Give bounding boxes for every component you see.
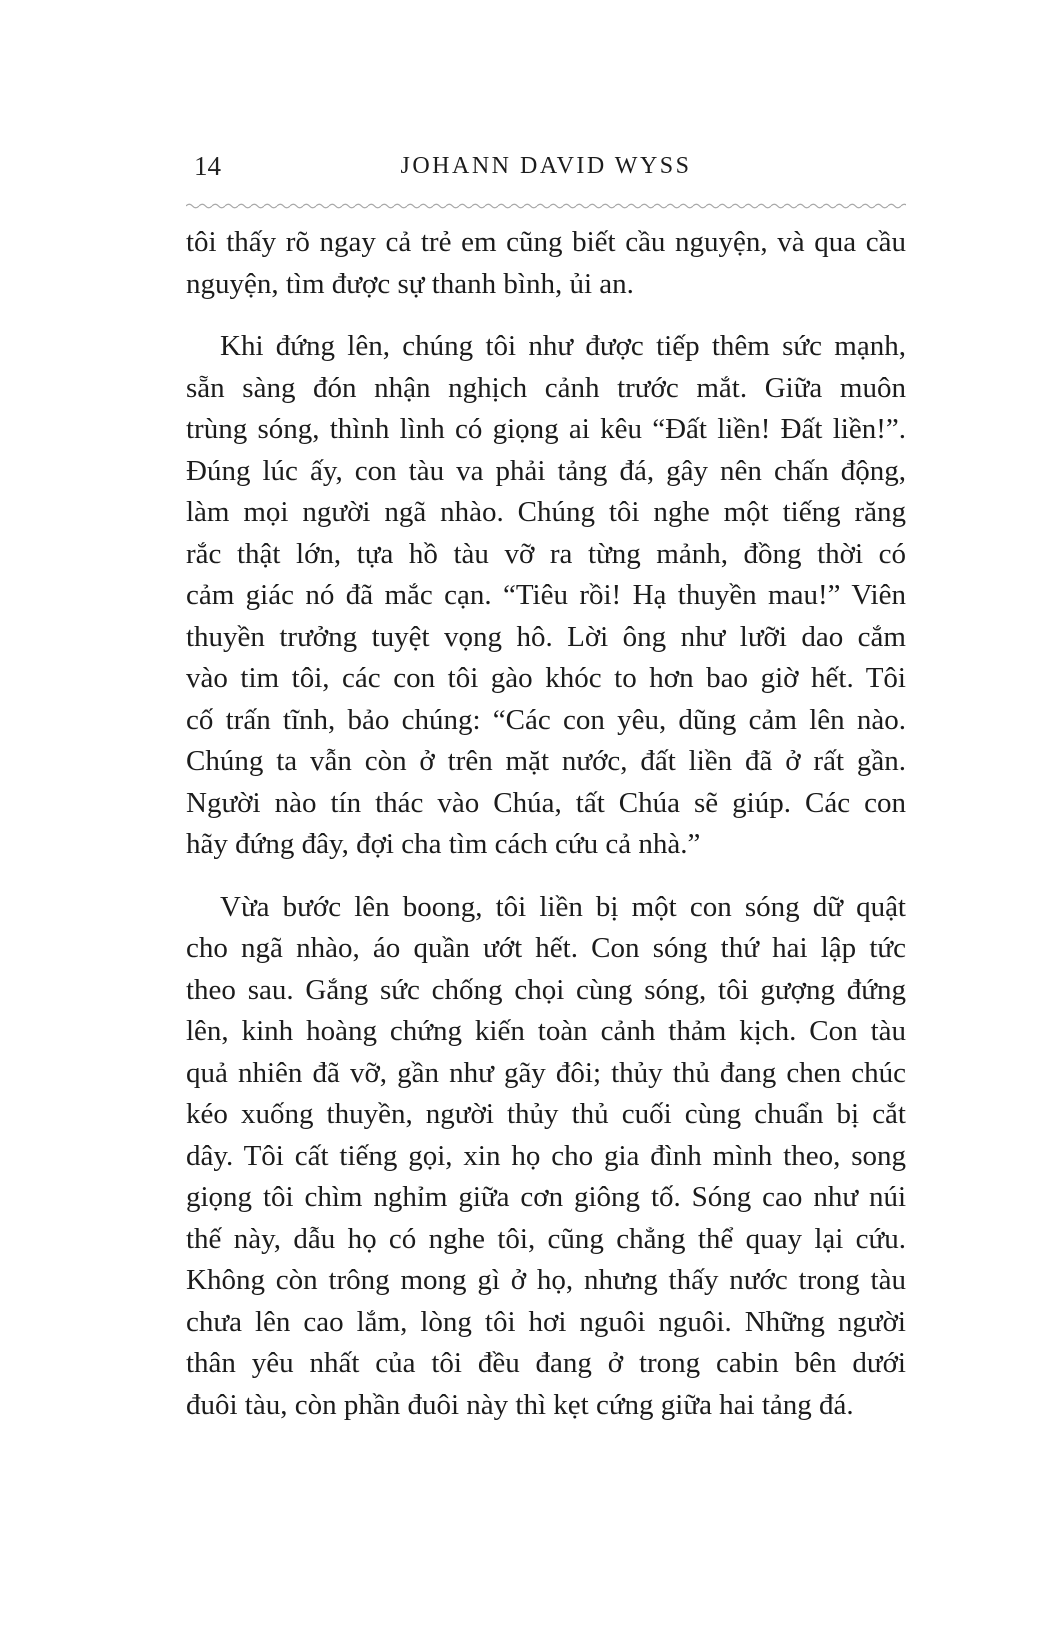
text-line: trùng sóng, thình lình có giọng ai kêu “Đất liền! Đất liền!”. [186,413,906,445]
text-line: nguyện, tìm được sự thanh bình, ủi an. [186,267,634,300]
text-line: thuyền trưởng tuyệt vọng hô. Lời ông như lưỡi dao cắm [186,620,906,653]
text-line: Người nào tín thác vào Chúa, tất Chúa sẽ giúp. Các con [186,786,906,819]
text-line: làm mọi người ngã nhào. Chúng tôi nghe một tiếng răng [186,496,906,528]
page-number: 14 [194,151,221,181]
text-line: vào tim tôi, các con tôi gào khóc to hơn bao giờ hết. Tôi [186,662,906,694]
text-line: giọng tôi chìm nghỉm giữa cơn giông tố. Sóng cao như núi [186,1181,906,1213]
text-line: theo sau. Gắng sức chống chọi cùng sóng, tôi gượng đứng [186,973,906,1006]
text-line: kéo xuống thuyền, người thủy thủ cuối cùng chuẩn bị cắt [186,1098,906,1130]
paragraph [186,887,906,1427]
text-line: quả nhiên đã vỡ, gần như gãy đôi; thủy thủ đang chen chúc [186,1056,906,1089]
text-line: dây. Tôi cất tiếng gọi, xin họ cho gia đình mình theo, song [186,1139,906,1172]
text-line: lên, kinh hoàng chứng kiến toàn cảnh thảm kịch. Con tàu [186,1015,906,1047]
text-line: Chúng ta vẫn còn ở trên mặt nước, đất liền đã ở rất gần. [186,745,906,777]
text-line: Vừa bước lên boong, tôi liền bị một con sóng dữ quật [220,890,906,923]
wavy-divider [186,198,906,208]
page-body [186,222,906,1426]
text-line: thân yêu nhất của tôi đều đang ở trong cabin bên dưới [186,1347,906,1379]
text-line: rắc thật lớn, tựa hồ tàu vỡ ra từng mảnh, đồng thời có [186,537,906,570]
paragraph [186,222,906,305]
paragraph [186,326,906,866]
text-line: cố trấn tĩnh, bảo chúng: “Các con yêu, dũng cảm lên nào. [186,703,906,736]
text-line: chưa lên cao lắm, lòng tôi hơi nguôi nguôi. Những người [186,1305,906,1338]
text-line: Đúng lúc ấy, con tàu va phải tảng đá, gây nên chấn động, [186,454,906,487]
text-line: Không còn trông mong gì ở họ, nhưng thấy nước trong tàu [186,1264,906,1296]
text-line: hãy đứng đây, đợi cha tìm cách cứu cả nhà.” [186,828,701,860]
text-line: cảm giác nó đã mắc cạn. “Tiêu rồi! Hạ thuyền mau!” Viên [186,579,906,611]
text-line: thế này, dẫu họ có nghe tôi, cũng chẳng thể quay lại cứu. [186,1222,906,1255]
text-line: tôi thấy rõ ngay cả trẻ em cũng biết cầu nguyện, và qua cầu [186,226,906,258]
text-line: sẵn sàng đón nhận nghịch cảnh trước mắt. Giữa muôn [186,371,906,404]
text-line: cho ngã nhào, áo quần ướt hết. Con sóng thứ hai lập tức [186,932,906,964]
running-title: JOHANN DAVID WYSS [400,153,692,179]
text-line: đuôi tàu, còn phần đuôi này thì kẹt cứng giữa hai tảng đá. [186,1388,854,1421]
page-header [186,148,906,184]
text-line: Khi đứng lên, chúng tôi như được tiếp thêm sức mạnh, [220,330,906,362]
